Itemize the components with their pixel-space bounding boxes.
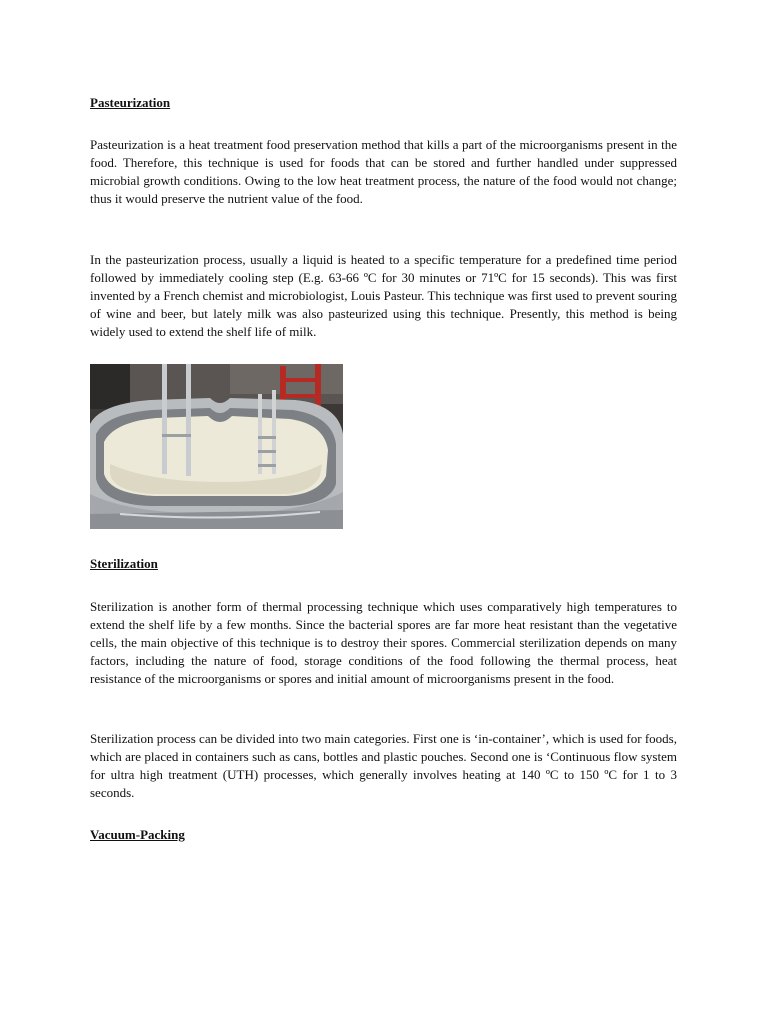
pasteurization-paragraph-2: In the pasteurization process, usually a liquid is heated to a specific temperature for a predefined time period followed by immediately cooling step (E.g. 63-66 ºC for 30 minutes or 71ºC for 15 seconds). This was first invented by a French chemist and microbiologist, Louis Pasteur. This technique was first used to prevent souring of wine and beer, but lately milk was also pasteurized using this technique. Presently, this method is being widely used to extend the shelf life of milk. — [90, 252, 677, 339]
milk-vat-illustration — [90, 364, 343, 529]
pasteurization-heading: Pasteurization — [90, 95, 171, 110]
sterilization-heading: Sterilization — [90, 556, 158, 571]
sterilization-paragraph-2: Sterilization process can be divided into two main categories. First one is ‘in-container’, which is used for foods, which are placed in containers such as cans, bottles and plastic pouches. Second one is ‘Continuous flow system for ultra high treatment (UTH) processes, which generally involves heating at 140 ºC to 150 ºC for 1 to 3 seconds. — [90, 731, 677, 800]
vacuum-packing-heading: Vacuum-Packing — [90, 827, 185, 842]
sterilization-paragraph-1: Sterilization is another form of thermal processing technique which uses comparatively high temperatures to extend the shelf life by a few months. Since the bacterial spores are far more heat resistant than the vegetative cells, the main objective of this technique is to destroy their spores. Commercial sterilization depends on many factors, including the nature of food, storage conditions of the food following the thermal process, heat resistance of the microorganisms or spores and initial amount of microorganisms present in the food. — [90, 599, 677, 686]
pasteurization-paragraph-1: Pasteurization is a heat treatment food preservation method that kills a part of the microorganisms present in the food. Therefore, this technique is used for foods that can be stored and further handled under suppressed microbial growth conditions. Owing to the low heat treatment process, the nature of the food would not change; thus it would preserve the nutrient value of the food. — [90, 137, 677, 206]
pasteurization-vat-photo — [90, 364, 343, 529]
